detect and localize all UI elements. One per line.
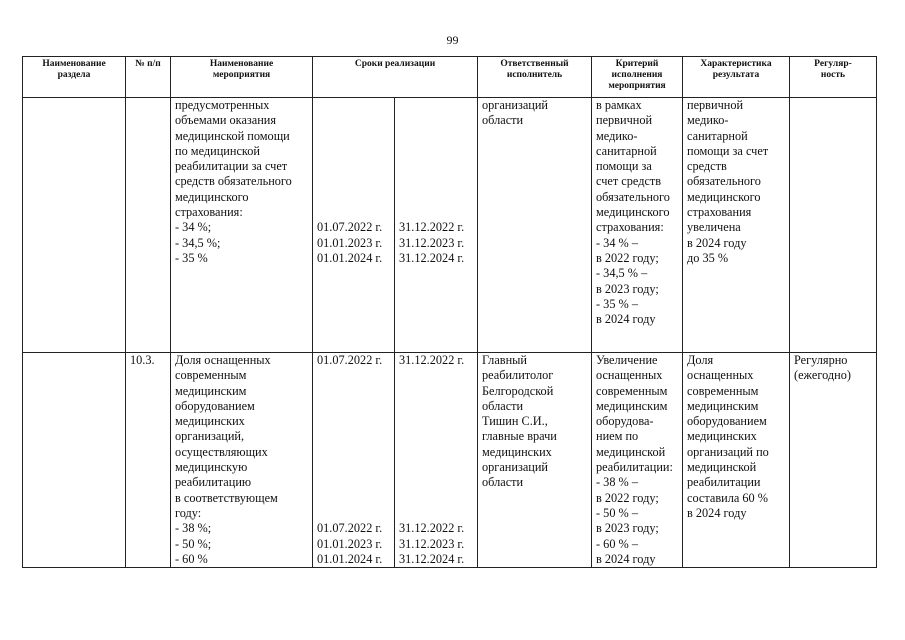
row-responsible: Главный реабилитолог Белгородской области Тишин С.И., главные врачи медицинских организаций области bbox=[478, 353, 592, 568]
header-num: № п/п bbox=[126, 57, 171, 98]
row-section bbox=[23, 98, 126, 353]
header-responsible: Ответственный исполнитель bbox=[478, 57, 592, 98]
row-result: Доля оснащенных современным медицинским оборудованием медицинских организаций по медицинской реабилитации составила 60 % в 2024 году bbox=[683, 353, 790, 568]
row-event: Доля оснащенных современным медицинским оборудованием медицинских организаций, осуществляющих медицинскую реабилитацию в соответствующем году: - 38 %; - 50 %; - 60 % bbox=[171, 353, 313, 568]
row-regularity bbox=[790, 98, 877, 353]
row-section bbox=[23, 353, 126, 568]
row-end-date: 31.12.2022 г. 31.12.2023 г. 31.12.2024 г. bbox=[395, 98, 478, 353]
row-responsible: организаций области bbox=[478, 98, 592, 353]
row-start-date: 01.07.2022 г. 01.07.2022 г. 01.01.2023 г. 01.01.2024 г. bbox=[313, 353, 395, 568]
header-section: Наименование раздела bbox=[23, 57, 126, 98]
header-criterion: Критерий исполнения мероприятия bbox=[592, 57, 683, 98]
row-num: 10.3. bbox=[126, 353, 171, 568]
header-event: Наименование мероприятия bbox=[171, 57, 313, 98]
header-row bbox=[23, 57, 877, 98]
events-table bbox=[22, 56, 877, 568]
header-regularity: Регуляр- ность bbox=[790, 57, 877, 98]
row-num bbox=[126, 98, 171, 353]
header-dates: Сроки реализации bbox=[313, 57, 478, 98]
row-result: первичной медико- санитарной помощи за счет средств обязательного медицинского страхования увеличена в 2024 году до 35 % bbox=[683, 98, 790, 353]
row-event: предусмотренных объемами оказания медицинской помощи по медицинской реабилитации за счет средств обязательного медицинского страхования: - 34 %; - 34,5 %; - 35 % bbox=[171, 98, 313, 353]
table-row bbox=[23, 98, 877, 353]
row-start-date: 01.07.2022 г. 01.01.2023 г. 01.01.2024 г. bbox=[313, 98, 395, 353]
header-result: Характеристика результата bbox=[683, 57, 790, 98]
row-criterion: Увеличение оснащенных современным медицинским оборудова- нием по медицинской реабилитации: - 38 % – в 2022 году; - 50 % – в 2023 году; - 60 % – в 2024 году bbox=[592, 353, 683, 568]
row-regularity: Регулярно (ежегодно) bbox=[790, 353, 877, 568]
row-end-date: 31.12.2022 г. 31.12.2022 г. 31.12.2023 г. 31.12.2024 г. bbox=[395, 353, 478, 568]
table-row bbox=[23, 353, 877, 568]
row-criterion: в рамках первичной медико- санитарной помощи за счет средств обязательного медицинского страхования: - 34 % – в 2022 году; - 34,5 % – в 2023 году; - 35 % – в 2024 году bbox=[592, 98, 683, 353]
page-number: 99 bbox=[446, 33, 459, 47]
